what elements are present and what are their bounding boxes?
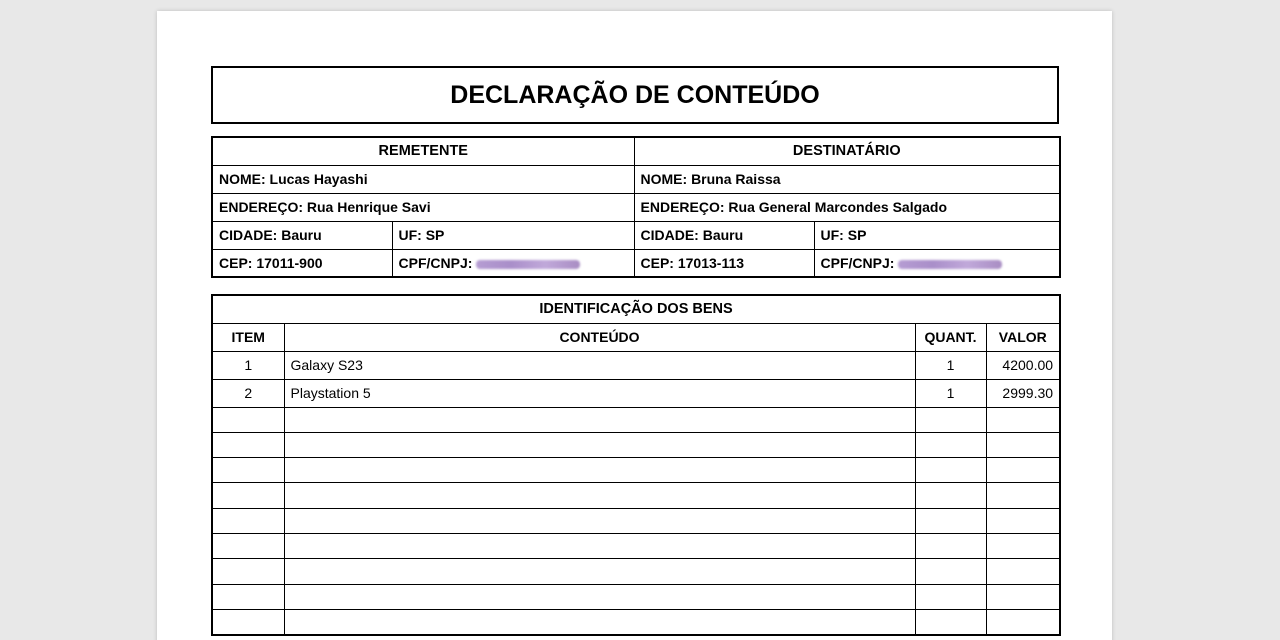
destinatario-cep: CEP: 17013-113 (634, 249, 814, 277)
empty-cell (986, 584, 1060, 609)
empty-cell (915, 609, 986, 634)
remetente-cpf-label: CPF/CNPJ: (398, 254, 473, 271)
empty-cell (915, 508, 986, 533)
empty-cell (284, 483, 915, 508)
conteudo-cell: Galaxy S23 (284, 351, 915, 379)
empty-cell (212, 584, 284, 609)
empty-cell (284, 407, 915, 432)
remetente-endereco: ENDEREÇO: Rua Henrique Savi (212, 193, 634, 221)
empty-cell (986, 508, 1060, 533)
item-cell: 1 (212, 351, 284, 379)
redacted-cpf (476, 260, 580, 269)
goods-table (211, 294, 1061, 636)
empty-cell (212, 407, 284, 432)
valor-cell: 2999.30 (986, 379, 1060, 407)
empty-cell (212, 432, 284, 457)
column-header-quant: QUANT. (915, 323, 986, 351)
parties-table (211, 136, 1061, 278)
empty-cell (915, 432, 986, 457)
remetente-cpf (392, 249, 634, 277)
empty-cell (986, 483, 1060, 508)
empty-cell (284, 458, 915, 483)
document-title: DECLARAÇÃO DE CONTEÚDO (211, 66, 1059, 124)
empty-cell (986, 559, 1060, 584)
valor-cell: 4200.00 (986, 351, 1060, 379)
quant-cell: 1 (915, 379, 986, 407)
empty-cell (915, 407, 986, 432)
empty-row (212, 483, 1060, 508)
empty-row (212, 533, 1060, 558)
conteudo-cell: Playstation 5 (284, 379, 915, 407)
column-header-conteudo: CONTEÚDO (284, 323, 915, 351)
remetente-cidade: CIDADE: Bauru (212, 221, 392, 249)
empty-cell (986, 609, 1060, 634)
empty-cell (284, 432, 915, 457)
empty-cell (986, 458, 1060, 483)
empty-cell (915, 559, 986, 584)
empty-row (212, 559, 1060, 584)
destinatario-nome: NOME: Bruna Raissa (634, 165, 1060, 193)
remetente-nome: NOME: Lucas Hayashi (212, 165, 634, 193)
empty-cell (212, 533, 284, 558)
empty-cell (284, 508, 915, 533)
empty-row (212, 407, 1060, 432)
table-row (212, 379, 1060, 407)
empty-cell (284, 533, 915, 558)
destinatario-endereco: ENDEREÇO: Rua General Marcondes Salgado (634, 193, 1060, 221)
empty-cell (915, 458, 986, 483)
destinatario-cpf (814, 249, 1060, 277)
empty-row (212, 584, 1060, 609)
empty-cell (212, 609, 284, 634)
empty-row (212, 508, 1060, 533)
empty-cell (915, 483, 986, 508)
column-header-valor: VALOR (986, 323, 1060, 351)
empty-cell (212, 508, 284, 533)
destinatario-uf: UF: SP (814, 221, 1060, 249)
table-row (212, 351, 1060, 379)
document-page (157, 11, 1112, 640)
empty-cell (212, 458, 284, 483)
empty-cell (986, 533, 1060, 558)
remetente-uf: UF: SP (392, 221, 634, 249)
remetente-cep: CEP: 17011-900 (212, 249, 392, 277)
destinatario-header: DESTINATÁRIO (634, 137, 1060, 165)
empty-cell (986, 407, 1060, 432)
empty-cell (915, 533, 986, 558)
empty-cell (284, 584, 915, 609)
quant-cell: 1 (915, 351, 986, 379)
empty-row (212, 458, 1060, 483)
item-cell: 2 (212, 379, 284, 407)
empty-cell (915, 584, 986, 609)
redacted-cpf (898, 260, 1002, 269)
empty-cell (212, 559, 284, 584)
destinatario-cpf-label: CPF/CNPJ: (820, 254, 895, 271)
empty-row (212, 432, 1060, 457)
empty-cell (986, 432, 1060, 457)
remetente-header: REMETENTE (212, 137, 634, 165)
goods-header: IDENTIFICAÇÃO DOS BENS (212, 295, 1060, 323)
empty-row (212, 609, 1060, 634)
empty-cell (284, 559, 915, 584)
empty-cell (284, 609, 915, 634)
column-header-item: ITEM (212, 323, 284, 351)
empty-cell (212, 483, 284, 508)
destinatario-cidade: CIDADE: Bauru (634, 221, 814, 249)
